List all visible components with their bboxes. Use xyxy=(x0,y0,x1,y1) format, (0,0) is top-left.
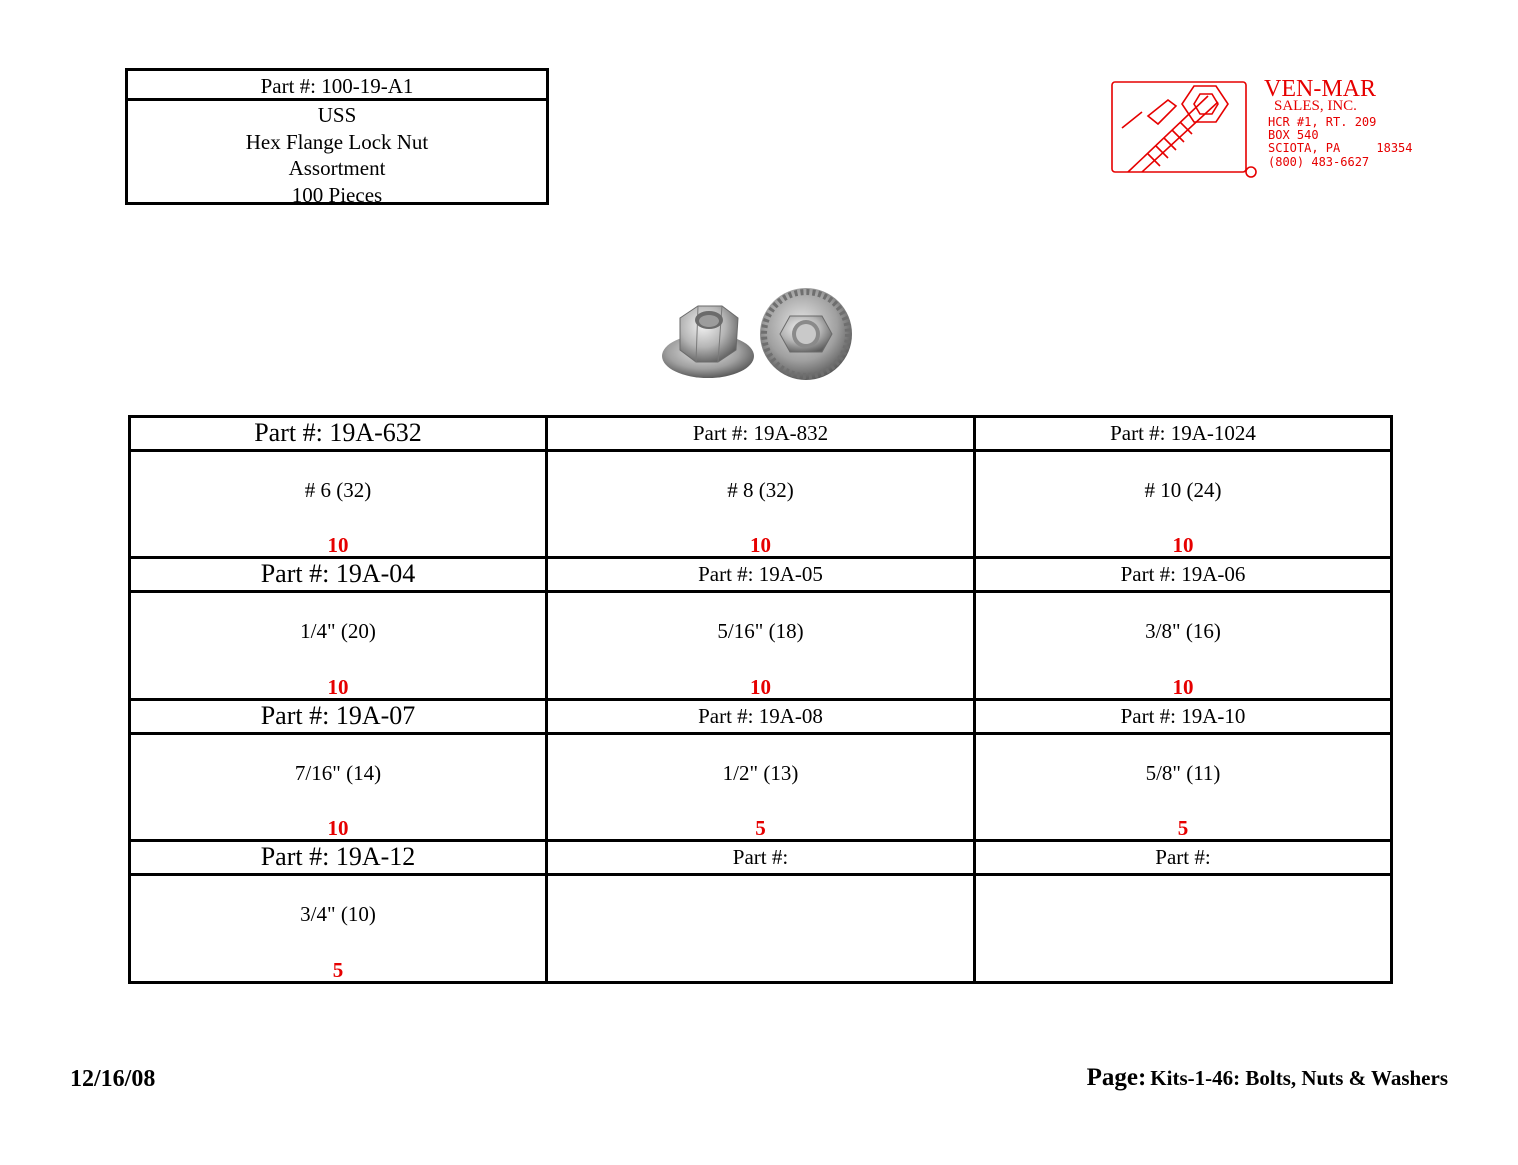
part-spec-row xyxy=(130,875,1392,983)
part-number-row xyxy=(130,558,1392,592)
product-image xyxy=(658,288,858,384)
thread-size: 1/2" (13) xyxy=(722,760,799,785)
part-spec-cell xyxy=(975,450,1392,558)
part-spec-cell xyxy=(547,450,975,558)
part-number-cell: Part #: xyxy=(975,841,1392,875)
part-spec-cell xyxy=(130,875,547,983)
part-number-cell: Part #: 19A-632 xyxy=(130,417,547,451)
quantity: 10 xyxy=(327,816,349,841)
part-number-cell: Part #: xyxy=(547,841,975,875)
hex-nut-side-icon xyxy=(662,306,754,378)
thread-size: # 8 (32) xyxy=(727,477,794,502)
hex-nut-flange-icon xyxy=(760,288,852,380)
quantity: 10 xyxy=(750,533,771,558)
logo-address-line: HCR #1, RT. 209 xyxy=(1268,115,1377,129)
quantity: 5 xyxy=(755,816,766,841)
registered-mark-icon xyxy=(1246,167,1256,177)
kit-description-line: 100 Pieces xyxy=(291,182,383,207)
thread-size: 3/8" (16) xyxy=(1145,619,1221,644)
part-spec-cell xyxy=(975,592,1392,700)
part-spec-cell xyxy=(547,592,975,700)
part-number-cell: Part #: 19A-1024 xyxy=(975,417,1392,451)
kit-part-number: Part #: 100-19-A1 xyxy=(128,71,546,101)
part-spec-cell xyxy=(130,450,547,558)
kit-description-line: Hex Flange Lock Nut xyxy=(245,129,429,154)
part-number-cell: Part #: 19A-08 xyxy=(547,699,975,733)
part-spec-cell xyxy=(975,733,1392,841)
part-spec-row xyxy=(130,592,1392,700)
part-spec-row xyxy=(130,733,1392,841)
logo-wrench-icon xyxy=(1148,100,1176,124)
part-number-row xyxy=(130,841,1392,875)
part-number-cell: Part #: 19A-832 xyxy=(547,417,975,451)
thread-size: # 6 (32) xyxy=(304,477,372,502)
part-spec-cell xyxy=(130,733,547,841)
quantity: 10 xyxy=(1172,674,1194,699)
logo-address-line: SCIOTA, PA 18354 xyxy=(1268,141,1413,155)
kit-description-line: Assortment xyxy=(288,156,386,180)
parts-table xyxy=(128,415,1393,984)
logo-subtitle: SALES, INC. xyxy=(1274,98,1357,114)
part-spec-cell xyxy=(547,875,975,983)
logo-nut-icon xyxy=(1182,86,1228,122)
thread-size: 5/16" (18) xyxy=(717,619,804,644)
quantity: 10 xyxy=(327,533,349,558)
part-spec-cell xyxy=(547,733,975,841)
thread-size: 3/4" (10) xyxy=(300,902,376,927)
quantity: 5 xyxy=(1177,816,1189,841)
footer-page-value: Kits-1-46: Bolts, Nuts & Washers xyxy=(1150,1066,1448,1090)
thread-size: 5/8" (11) xyxy=(1145,760,1221,785)
footer-page xyxy=(1087,1064,1448,1092)
part-number-cell: Part #: 19A-04 xyxy=(130,558,547,592)
part-number-cell: Part #: 19A-05 xyxy=(547,558,975,592)
part-number-cell: Part #: 19A-07 xyxy=(130,699,547,733)
logo-address-line: BOX 540 xyxy=(1268,128,1319,142)
kit-description-line: USS xyxy=(317,103,357,127)
part-number-row xyxy=(130,699,1392,733)
part-number-cell: Part #: 19A-06 xyxy=(975,558,1392,592)
logo-company-name: VEN-MAR xyxy=(1264,76,1376,102)
ven-mar-logo xyxy=(1108,76,1428,180)
quantity: 10 xyxy=(327,674,349,699)
part-header-box xyxy=(125,68,549,205)
logo-frame xyxy=(1112,82,1246,172)
logo-address-line: (800) 483-6627 xyxy=(1268,155,1370,169)
part-number-row xyxy=(130,417,1392,451)
part-spec-cell xyxy=(130,592,547,700)
quantity: 5 xyxy=(332,958,344,982)
thread-size: 1/4" (20) xyxy=(300,619,376,644)
thread-size: # 10 (24) xyxy=(1144,477,1222,502)
quantity: 10 xyxy=(1172,533,1194,558)
part-spec-row xyxy=(130,450,1392,558)
footer-date: 12/16/08 xyxy=(70,1066,156,1092)
thread-size: 7/16" (14) xyxy=(294,760,382,785)
part-number-cell: Part #: 19A-12 xyxy=(130,841,547,875)
kit-description xyxy=(128,101,546,208)
part-number-cell: Part #: 19A-10 xyxy=(975,699,1392,733)
part-spec-cell xyxy=(975,875,1392,983)
quantity: 10 xyxy=(750,674,771,699)
footer-page-label: Page: xyxy=(1086,1064,1147,1091)
